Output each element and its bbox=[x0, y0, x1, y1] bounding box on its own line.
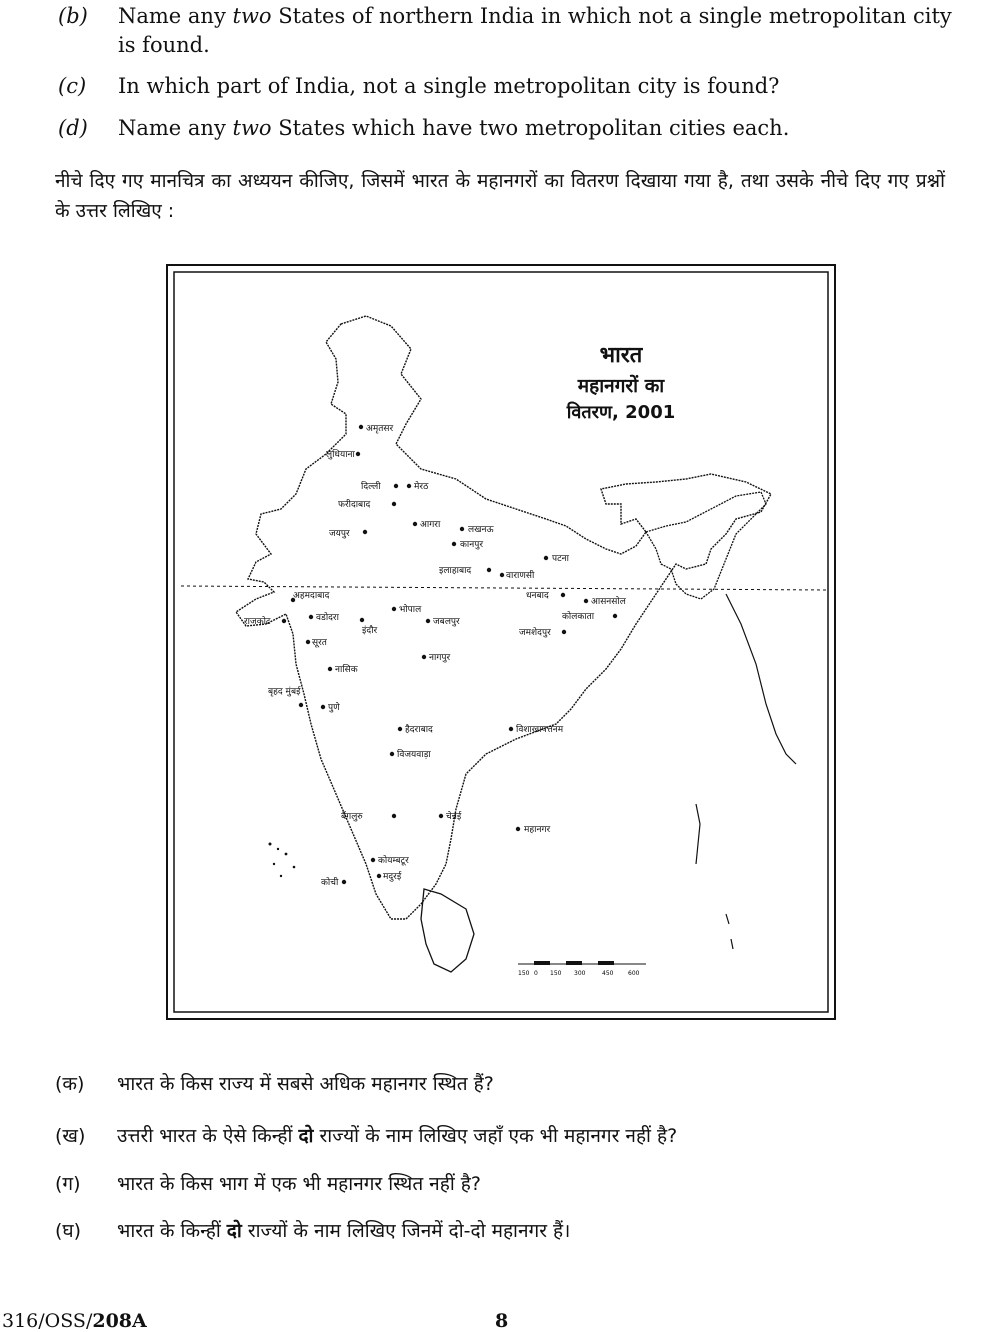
svg-text:इलाहाबाद: इलाहाबाद bbox=[439, 566, 472, 576]
city-agra bbox=[413, 520, 441, 530]
question-text: भारत के किस राज्य में सबसे अधिक महानगर स्थित हैं? bbox=[117, 1073, 494, 1095]
svg-text:कानपुर: कानपुर bbox=[460, 540, 484, 550]
svg-text:इंदौर: इंदौर bbox=[362, 626, 378, 636]
svg-text:धनबाद: धनबाद bbox=[526, 591, 549, 601]
city-delhi bbox=[361, 480, 398, 492]
india-metropolitan-map bbox=[166, 264, 836, 1020]
myanmar-coast bbox=[726, 594, 796, 764]
svg-text:कोची: कोची bbox=[321, 878, 339, 888]
svg-text:नासिक: नासिक bbox=[335, 665, 358, 675]
scale-label: 450 bbox=[602, 970, 614, 977]
svg-text:जयपुर: जयपुर bbox=[329, 529, 350, 539]
city-vijayawada bbox=[390, 748, 432, 760]
city-kochi bbox=[321, 876, 346, 888]
city-lucknow bbox=[460, 525, 495, 535]
city-kolkata bbox=[562, 610, 617, 622]
scale-bar bbox=[518, 961, 646, 977]
svg-text:हैदराबाद: हैदराबाद bbox=[405, 725, 433, 735]
svg-text:लुधियाना: लुधियाना bbox=[326, 450, 355, 460]
city-pune bbox=[321, 701, 340, 713]
question-label: (ख) bbox=[55, 1125, 86, 1147]
scale-label: 150 bbox=[550, 970, 562, 977]
city-hyderabad bbox=[398, 723, 433, 735]
city-amritsar bbox=[359, 424, 394, 434]
map-svg bbox=[166, 264, 836, 1020]
svg-text:फरीदाबाद: फरीदाबाद bbox=[338, 500, 371, 510]
svg-text:जमशेदपुर: जमशेदपुर bbox=[519, 628, 551, 638]
question-text: Name any two States of northern India in which not a single metropolitan city is found. bbox=[118, 4, 952, 57]
city-vadodara bbox=[309, 611, 340, 623]
svg-text:राजकोट: राजकोट bbox=[244, 617, 271, 627]
hindi-instruction: नीचे दिए गए मानचित्र का अध्ययन कीजिए, जिसमें भारत के महानगरों का वितरण दिखाया गया है, तथा उसके नीचे दिए गए प्रश्नों के उत्तर लिखिए : bbox=[55, 170, 945, 222]
city-chennai bbox=[439, 810, 462, 822]
city-jamshedpur bbox=[519, 626, 566, 638]
city-nagpur bbox=[422, 653, 451, 663]
svg-text:बैंगलुरु: बैंगलुरु bbox=[341, 812, 363, 822]
svg-text:जबलपुर: जबलपुर bbox=[433, 617, 460, 627]
scale-label: 300 bbox=[574, 970, 586, 977]
question-label: (d) bbox=[58, 116, 88, 140]
question-label: (b) bbox=[58, 4, 88, 28]
city-kanpur bbox=[452, 540, 484, 550]
legend-symbol bbox=[516, 827, 520, 831]
question-label: (घ) bbox=[55, 1220, 82, 1242]
map-title-line2: महानगरों का bbox=[577, 375, 665, 397]
lakshadweep-islands bbox=[269, 843, 296, 878]
map-outer-frame bbox=[167, 265, 835, 1019]
city-jaipur bbox=[329, 529, 367, 539]
city-visakhapatnam bbox=[509, 723, 564, 735]
city-mumbai bbox=[268, 685, 303, 707]
city-meerut bbox=[407, 480, 429, 492]
legend-label: महानगर bbox=[524, 825, 551, 835]
northeast-outline bbox=[646, 492, 766, 599]
svg-text:दिल्ली: दिल्ली bbox=[361, 482, 381, 492]
question-text: भारत के किन्हीं दो राज्यों के नाम लिखिए जिनमें दो-दो महानगर हैं। bbox=[117, 1220, 571, 1242]
svg-text:वडोदरा: वडोदरा bbox=[316, 613, 339, 623]
city-bengaluru bbox=[341, 810, 396, 822]
scale-label: 150 bbox=[518, 970, 530, 977]
question-text: In which part of India, not a single metropolitan city is found? bbox=[118, 74, 780, 98]
svg-text:चेन्नई: चेन्नई bbox=[446, 812, 462, 822]
city-coimbatore bbox=[371, 854, 409, 866]
map-title-line1: भारत bbox=[599, 343, 643, 368]
svg-text:भोपाल: भोपाल bbox=[399, 605, 422, 615]
city-jabalpur bbox=[426, 617, 460, 627]
svg-text:अहमदाबाद: अहमदाबाद bbox=[293, 591, 330, 601]
city-surat bbox=[306, 638, 328, 648]
svg-text:सूरत: सूरत bbox=[312, 638, 327, 648]
scale-label: 0 bbox=[534, 970, 538, 977]
svg-text:पटना: पटना bbox=[552, 554, 569, 564]
svg-text:नागपुर: नागपुर bbox=[429, 653, 451, 663]
svg-text:कोयम्बटूर: कोयम्बटूर bbox=[378, 856, 409, 866]
svg-text:पुणे: पुणे bbox=[328, 703, 340, 713]
svg-text:कोलकाता: कोलकाता bbox=[562, 612, 595, 622]
question-label: (c) bbox=[58, 74, 87, 98]
andaman-islands bbox=[696, 804, 733, 949]
svg-text:वाराणसी: वाराणसी bbox=[506, 571, 535, 581]
city-ahmedabad bbox=[291, 591, 330, 602]
question-text: भारत के किस भाग में एक भी महानगर स्थित नहीं है? bbox=[117, 1173, 481, 1195]
city-indore bbox=[360, 618, 378, 636]
sri-lanka-outline bbox=[421, 889, 474, 972]
svg-text:मेरठ: मेरठ bbox=[414, 482, 429, 492]
city-varanasi bbox=[500, 569, 535, 581]
page-number: 8 bbox=[495, 1310, 509, 1332]
city-bhopal bbox=[392, 603, 422, 615]
city-patna bbox=[544, 554, 570, 564]
svg-text:मदुरई: मदुरई bbox=[383, 872, 402, 882]
scale-label: 600 bbox=[628, 970, 640, 977]
city-dhanbad bbox=[526, 591, 565, 601]
svg-text:बृहद मुंबई: बृहद मुंबई bbox=[268, 687, 301, 697]
question-label: (ग) bbox=[55, 1173, 81, 1195]
svg-text:लखनऊ: लखनऊ bbox=[468, 525, 494, 535]
question-text: Name any two States which have two metropolitan cities each. bbox=[118, 116, 790, 140]
question-text: उत्तरी भारत के ऐसे किन्हीं दो राज्यों के नाम लिखिए जहाँ एक भी महानगर नहीं है? bbox=[117, 1125, 678, 1147]
question-label: (क) bbox=[55, 1073, 85, 1095]
paper-code: 316/OSS/208A bbox=[2, 1310, 147, 1332]
city-asansol bbox=[584, 595, 627, 607]
city-ludhiana bbox=[326, 448, 360, 460]
city-allahabad bbox=[439, 566, 491, 576]
map-title-line3: वितरण, 2001 bbox=[566, 402, 676, 423]
svg-text:आगरा: आगरा bbox=[420, 520, 441, 530]
svg-text:आसनसोल: आसनसोल bbox=[591, 597, 626, 607]
svg-text:अमृतसर: अमृतसर bbox=[366, 424, 394, 434]
svg-text:विजयवाड़ा: विजयवाड़ा bbox=[397, 750, 431, 760]
city-faridabad bbox=[338, 498, 396, 510]
city-madurai bbox=[377, 870, 402, 882]
map-legend bbox=[516, 825, 551, 835]
map-inner-frame bbox=[174, 272, 828, 1012]
svg-text:विशाखापत्तनम: विशाखापत्तनम bbox=[516, 725, 564, 735]
tropic-of-cancer-line bbox=[181, 586, 828, 590]
city-nashik bbox=[328, 663, 359, 675]
